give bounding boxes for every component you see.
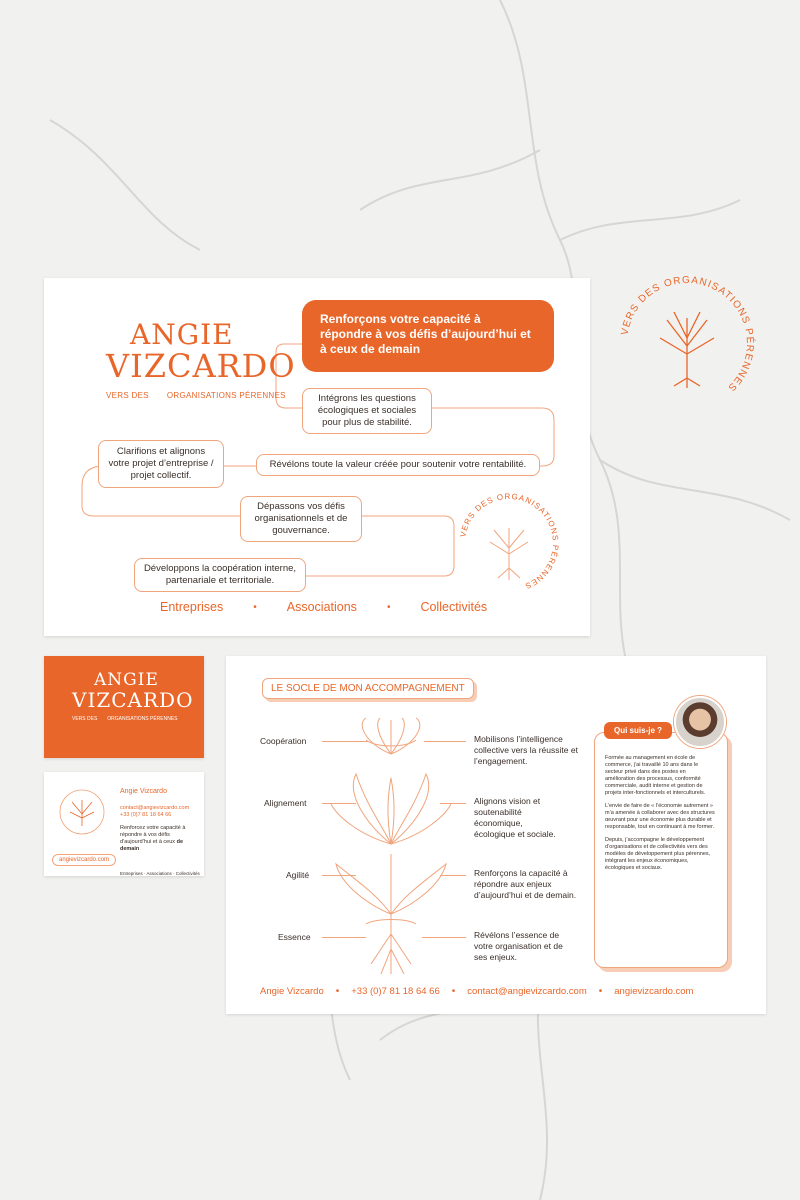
footer-website[interactable]: angievizcardo.com <box>614 986 694 997</box>
separator-dot: • <box>335 986 340 997</box>
row-text-essence: Révélons l’essence de votre organisation et de ses enjeux. <box>474 930 563 962</box>
about-title: Qui suis-je ? <box>604 722 672 739</box>
headline-bold-2: ceux de demain <box>330 342 421 356</box>
stamp-text: VERS DES ORGANISATIONS PÉRENNES <box>458 491 561 591</box>
card-phone[interactable]: +33 (0)7 81 18 64 66 <box>120 812 172 818</box>
logo <box>106 318 296 400</box>
step-clarify: Clarifions et alignons votre projet d’entreprise / projet collectif. <box>98 440 224 488</box>
row-label-agilite: Agilité <box>286 870 310 880</box>
card-audiences: Entreprises · Associations · Collectivités <box>120 871 200 876</box>
step-ecology: Intégrons les questions écologiques et sociales pour plus de stabilité. <box>302 388 432 434</box>
about-p1: Formée au management en école de commerce, j’ai travaillé 10 ans dans le secteur privé dans des postes en amélioration des processus, conformité commerciale, audit interne et gestion de projets inter-fonctionnels et interculturels. <box>605 755 706 796</box>
logo-card <box>72 670 193 722</box>
row-text-cooperation: Mobilisons l’intelligence collective vers la réussite et l’engagement. <box>474 734 578 766</box>
card-stamp <box>54 784 110 840</box>
step-value: Révélons toute la valeur créée pour soutenir votre rentabilité. <box>256 454 540 476</box>
row-text-alignement: Alignons vision et soutenabilité économique, écologique et sociale. <box>474 796 556 839</box>
about-p3: Depuis, j’accompagne le développement d’organisations et de collectivités vers des modèles de développement plus pérennes, intégrant les enjeux économiques, écologiques et sociaux. <box>605 837 711 871</box>
row-line <box>322 937 366 938</box>
headline-text: Renforçons votre capacité à répondre à vos <box>320 312 481 341</box>
poster-card <box>44 278 590 636</box>
tagline-right: ORGANISATIONS PÉRENNES <box>107 716 178 722</box>
logo-name-line1: ANGIE <box>94 670 159 690</box>
audience-entreprises: Entreprises <box>160 600 224 614</box>
avatar <box>674 696 726 748</box>
business-card-back <box>44 772 204 876</box>
tagline-left: VERS DES <box>106 391 149 400</box>
row-label-cooperation: Coopération <box>260 736 307 746</box>
audience-collectivites: Collectivités <box>420 600 488 614</box>
logo-name-line1: ANGIE <box>130 318 234 351</box>
separator-dot: • <box>253 601 257 613</box>
row-label-alignement: Alignement <box>264 798 307 808</box>
card-pitch-bold: de demain <box>120 839 183 852</box>
separator-dot: • <box>386 601 391 613</box>
row-line <box>322 875 356 876</box>
headline-bold: défis d’aujourd’hui <box>409 327 517 341</box>
step-governance: Dépassons vos défis organisationnels et de gouvernance. <box>240 496 362 542</box>
poster-audiences <box>160 600 487 614</box>
row-line <box>424 741 466 742</box>
flyer-card <box>226 656 766 1014</box>
card-pitch <box>120 825 200 853</box>
row-line <box>322 803 356 804</box>
card-email[interactable]: contact@angievizcardo.com <box>120 805 190 811</box>
logo-name-line2: VIZCARDO <box>72 688 194 712</box>
separator-dot: • <box>451 986 456 997</box>
card-website[interactable]: angievizcardo.com <box>52 854 116 866</box>
business-card-front <box>44 656 204 758</box>
about-p2: L’envie de faire de « l’économie autrement » m’a amenée à collaborer avec des structures œuvrant pour une économie plus durable et responsable, tout en continuant à me former. <box>605 803 715 830</box>
row-label-essence: Essence <box>278 932 311 942</box>
flyer-title: LE SOCLE DE MON ACCOMPAGNEMENT <box>262 678 474 699</box>
flyer-footer <box>260 986 693 997</box>
card-name: Angie Vizcardo <box>120 788 167 795</box>
row-line <box>322 741 368 742</box>
row-line <box>422 937 466 938</box>
headline-box <box>302 300 554 372</box>
audience-associations: Associations <box>286 600 357 614</box>
separator-dot: • <box>598 986 603 997</box>
card-pitch-text: Renforcez votre capacité à répondre à vos défis d’aujourd’hui et à ceux <box>120 825 186 845</box>
stamp-emblem-large <box>612 268 762 418</box>
logo-name-line2: VIZCARDO <box>106 347 296 385</box>
headline-text-2: et à <box>320 327 531 356</box>
step-cooperation: Développons la coopération interne, partenariale et territoriale. <box>134 558 306 592</box>
row-text-agilite: Renforçons la capacité à répondre aux enjeux d’aujourd’hui et de demain. <box>474 868 577 900</box>
row-line <box>440 803 466 804</box>
footer-email[interactable]: contact@angievizcardo.com <box>467 986 587 997</box>
stamp-emblem <box>454 488 564 598</box>
stamp-text-large: VERS DES ORGANISATIONS PÉRENNES <box>619 274 756 394</box>
footer-name: Angie Vizcardo <box>260 986 324 997</box>
plant-illustration <box>326 714 456 974</box>
about-box <box>594 732 728 968</box>
tagline-right: ORGANISATIONS PÉRENNES <box>166 391 286 400</box>
tagline-left: VERS DES <box>72 716 98 722</box>
footer-phone[interactable]: +33 (0)7 81 18 64 66 <box>351 986 440 997</box>
row-line <box>440 875 466 876</box>
